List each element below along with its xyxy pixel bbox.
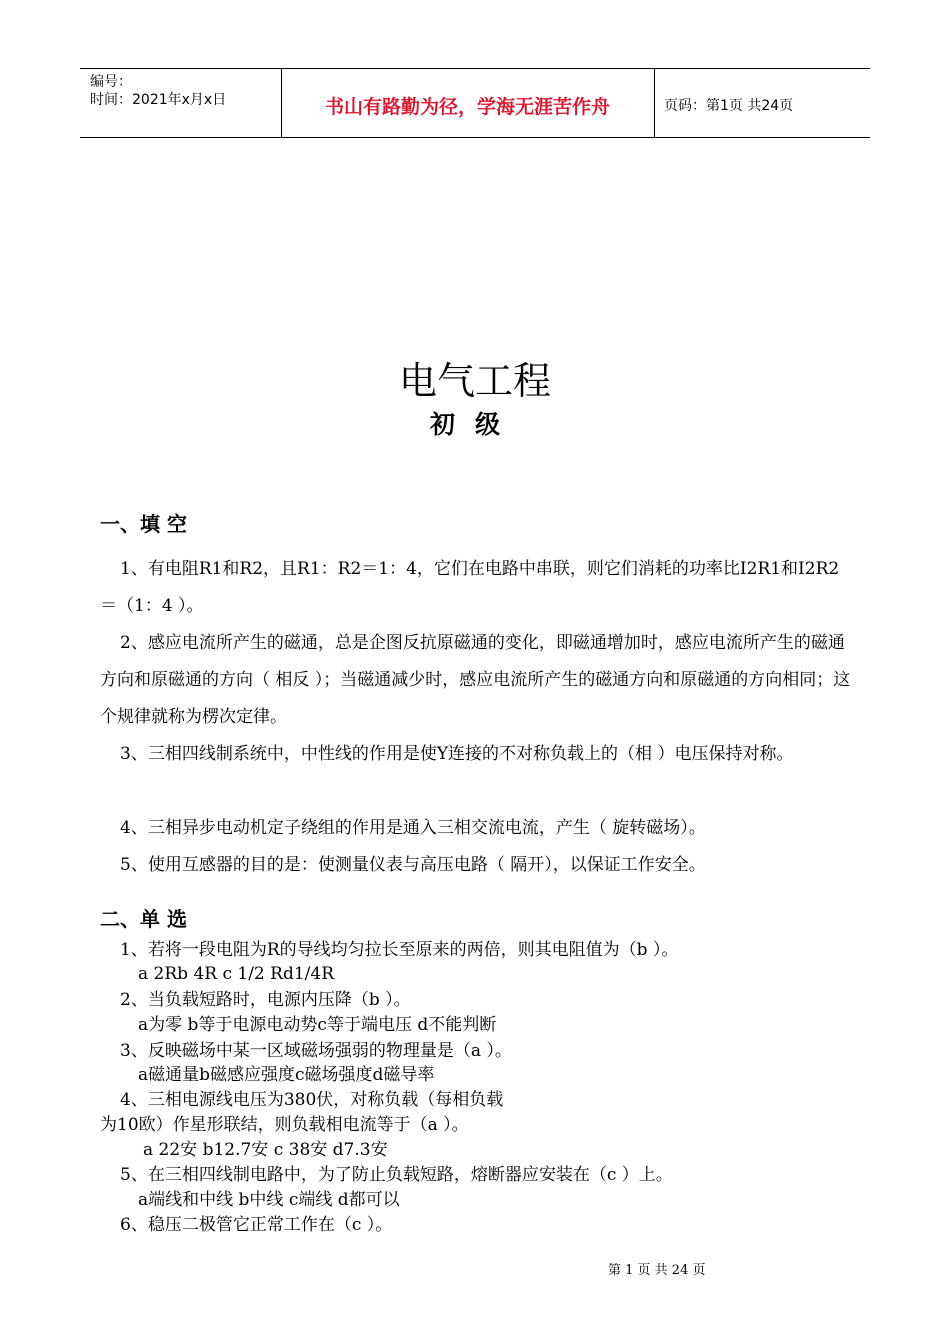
question-text: 1、有电阻R1和R2，且R1：R2＝1：4，它们在电路中串联，则它们消耗的功率比I2R1和I2R2＝（1：4 ）。 bbox=[100, 559, 840, 616]
option-line: a 22安 b12.7安 c 38安 d7.3安 bbox=[143, 1140, 388, 1160]
header-page-info: 页码：第1页 共24页 bbox=[664, 98, 794, 114]
page-header bbox=[80, 68, 870, 138]
question-text: 2、感应电流所产生的磁通，总是企图反抗原磁通的变化，即磁通增加时，感应电流所产生的磁通方向和原磁通的方向（ 相反 ）；当磁通减少时，感应电流所产生的磁通方向和原磁通的方向相同；这个规律就称为楞次定律。 bbox=[100, 633, 851, 727]
question-text: 5、使用互感器的目的是：使测量仪表与高压电路（ 隔开），以保证工作安全。 bbox=[120, 855, 706, 875]
question-item bbox=[100, 847, 852, 884]
question-line: 2、当负载短路时，电源内压降（b ）。 bbox=[120, 990, 411, 1010]
question-item bbox=[100, 625, 852, 736]
question-text: 3、三相四线制系统中，中性线的作用是使Y连接的不对称负载上的（相 ）电压保持对称。 bbox=[120, 744, 794, 764]
time-label: 时间：2021年x月x日 bbox=[90, 92, 227, 108]
question-line: 为10欧）作星形联结，则负载相电流等于（a ）。 bbox=[100, 1115, 469, 1135]
question-line: 4、三相电源线电压为380伏，对称负载（每相负载 bbox=[120, 1090, 504, 1110]
header-divider bbox=[654, 69, 655, 137]
document-title: 电气工程 bbox=[398, 359, 551, 403]
question-line: 5、在三相四线制电路中，为了防止负载短路，熔断器应安装在（c ）上。 bbox=[120, 1165, 673, 1185]
question-item bbox=[100, 551, 852, 625]
question-text: 4、三相异步电动机定子绕组的作用是通入三相交流电流，产生（ 旋转磁场）。 bbox=[120, 818, 706, 838]
page-footer: 第 1 页 共 24 页 bbox=[608, 1263, 706, 1278]
question-item bbox=[100, 810, 852, 847]
header-meta bbox=[90, 73, 226, 109]
option-line: a端线和中线 b中线 c端线 d都可以 bbox=[138, 1190, 400, 1210]
question-line: 6、稳压二极管它正常工作在（c ）。 bbox=[120, 1215, 393, 1235]
question-line: 1、若将一段电阻为R的导线均匀拉长至原来的两倍，则其电阻值为（b ）。 bbox=[120, 940, 679, 960]
question-line: 3、反映磁场中某一区域磁场强弱的物理量是（a ）。 bbox=[120, 1041, 512, 1061]
document-subtitle: 初级 bbox=[429, 410, 520, 439]
header-motto: 书山有路勤为径，学海无涯苦作舟 bbox=[324, 96, 610, 118]
option-line: a为零 b等于电源电动势c等于端电压 d不能判断 bbox=[138, 1015, 497, 1035]
serial-label: 编号： bbox=[90, 74, 132, 90]
section-heading-fill-blank: 一、填 空 bbox=[100, 512, 187, 536]
option-line: a 2Rb 4R c 1/2 Rd1/4R bbox=[138, 964, 334, 984]
option-line: a磁通量b磁感应强度c磁场强度d磁导率 bbox=[138, 1065, 435, 1085]
section-heading-single-choice: 二、单 选 bbox=[100, 907, 187, 931]
question-item bbox=[100, 736, 852, 773]
